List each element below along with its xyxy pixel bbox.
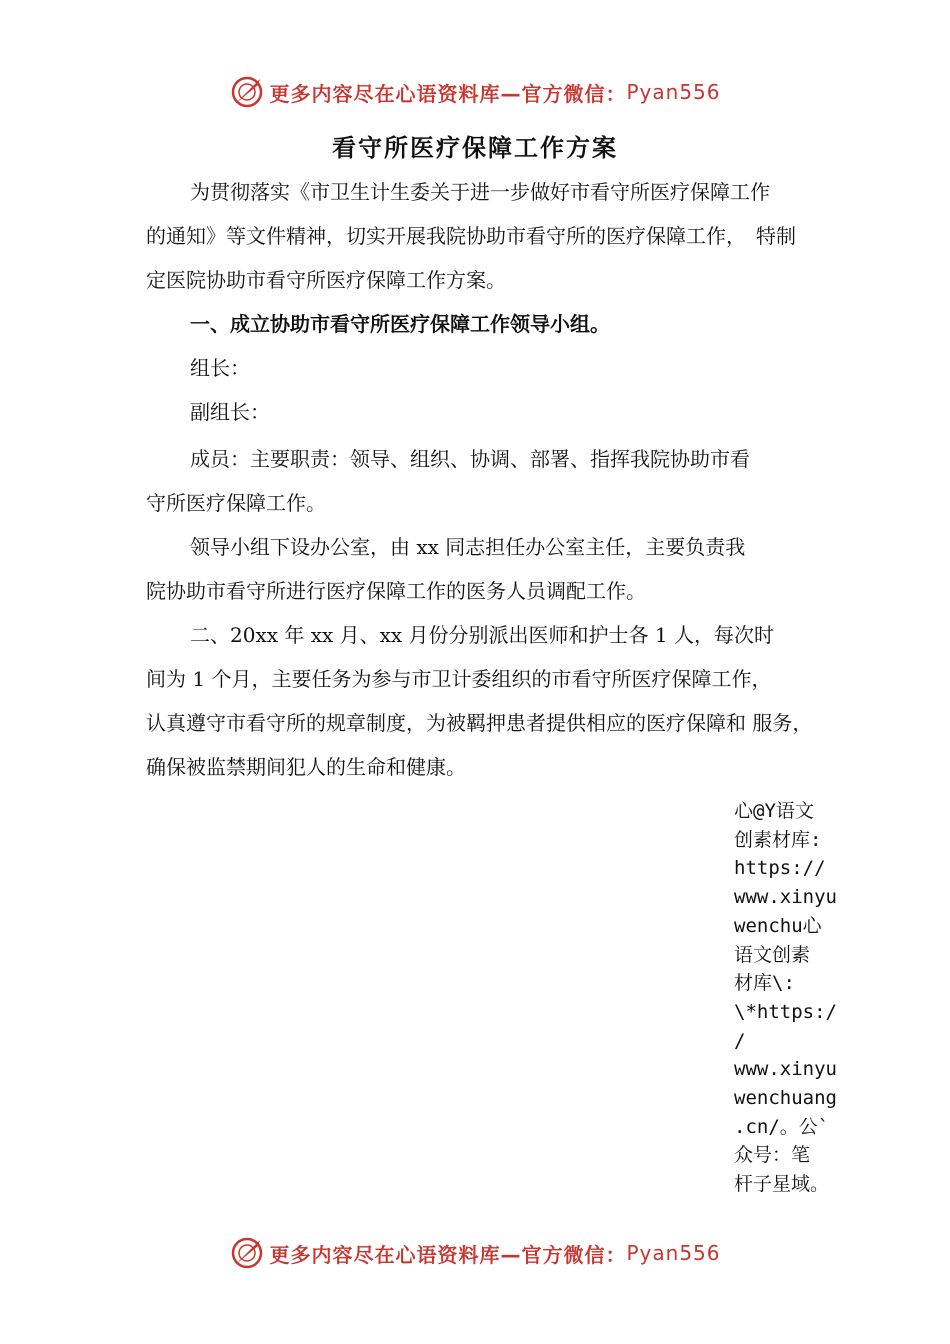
banner-text: 更多内容尽在心语资料库—官方微信：	[269, 1242, 627, 1267]
text-line: 院协助市看守所进行医疗保障工作的医务人员调配工作。	[146, 579, 646, 603]
text-line: 认真遵守市看守所的规章制度，为被羁押患者提供相应的医疗保障和 服务，	[146, 711, 813, 735]
deputy-leader-line	[146, 390, 846, 434]
text-line: 定医院协助市看守所医疗保障工作方案。	[146, 268, 506, 292]
text-line: 确保被监禁期间犯人的生命和健康。	[146, 755, 466, 779]
leader-line	[146, 346, 846, 390]
header-banner	[0, 72, 950, 112]
side-note-line: 杆子星域。	[734, 1173, 830, 1196]
section-2-paragraph	[146, 613, 846, 789]
intro-paragraph	[146, 170, 846, 302]
side-note-line: 创素材库:	[734, 828, 822, 851]
side-note-line: 心@Y语文	[734, 800, 814, 822]
text-line: 二、20xx 年 xx 月、xx 月份分别派出医师和护士各 1 人，每次时	[190, 623, 774, 647]
text-line: 间为 1 个月，主要任务为参与市卫计委组织的市看守所医疗保障工作，	[146, 667, 772, 691]
side-note-line: 语文创素	[734, 943, 811, 966]
side-note-line: .cn/。公`	[734, 1115, 830, 1138]
footer-banner	[0, 1233, 950, 1273]
text-line: 组长：	[190, 356, 250, 380]
members-paragraph	[146, 437, 846, 525]
banner-text: 更多内容尽在心语资料库—官方微信：	[269, 81, 627, 106]
text-line: 领导小组下设办公室，由 xx 同志担任办公室主任，主要负责我	[190, 535, 746, 559]
side-note-line: wenchuang	[734, 1087, 837, 1110]
text-line: 守所医疗保障工作。	[146, 491, 326, 515]
text-line: 的通知》等文件精神，切实开展我院协助市看守所的医疗保障工作， 特制	[146, 224, 796, 248]
side-note-line: https://	[734, 857, 826, 880]
side-note-line: 材库\:	[734, 972, 795, 995]
section-heading-1	[146, 302, 846, 346]
pen-logo-icon	[229, 1235, 265, 1271]
side-note-line: \*https:/	[734, 1000, 837, 1023]
side-note	[734, 797, 844, 1199]
side-note-line: www.xinyu	[734, 1058, 837, 1081]
heading-text: 一、成立协助市看守所医疗保障工作领导小组。	[190, 312, 610, 336]
side-note-line: /	[734, 1029, 746, 1052]
text-line: 为贯彻落实《市卫生计生委关于进一步做好市看守所医疗保障工作	[190, 180, 770, 204]
side-note-line: 众号：笔	[734, 1144, 811, 1167]
text-line: 副组长：	[190, 400, 270, 424]
banner-wechat-id: Pyan556	[626, 1241, 721, 1265]
side-note-line: www.xinyu	[734, 886, 837, 909]
banner-wechat-id: Pyan556	[626, 80, 721, 104]
document-title: 看守所医疗保障工作方案	[332, 133, 618, 162]
side-note-line: wenchu心	[734, 914, 822, 937]
pen-logo-icon	[229, 74, 265, 110]
text-line: 成员：主要职责：领导、组织、协调、部署、指挥我院协助市看	[190, 447, 750, 471]
office-paragraph	[146, 525, 846, 613]
